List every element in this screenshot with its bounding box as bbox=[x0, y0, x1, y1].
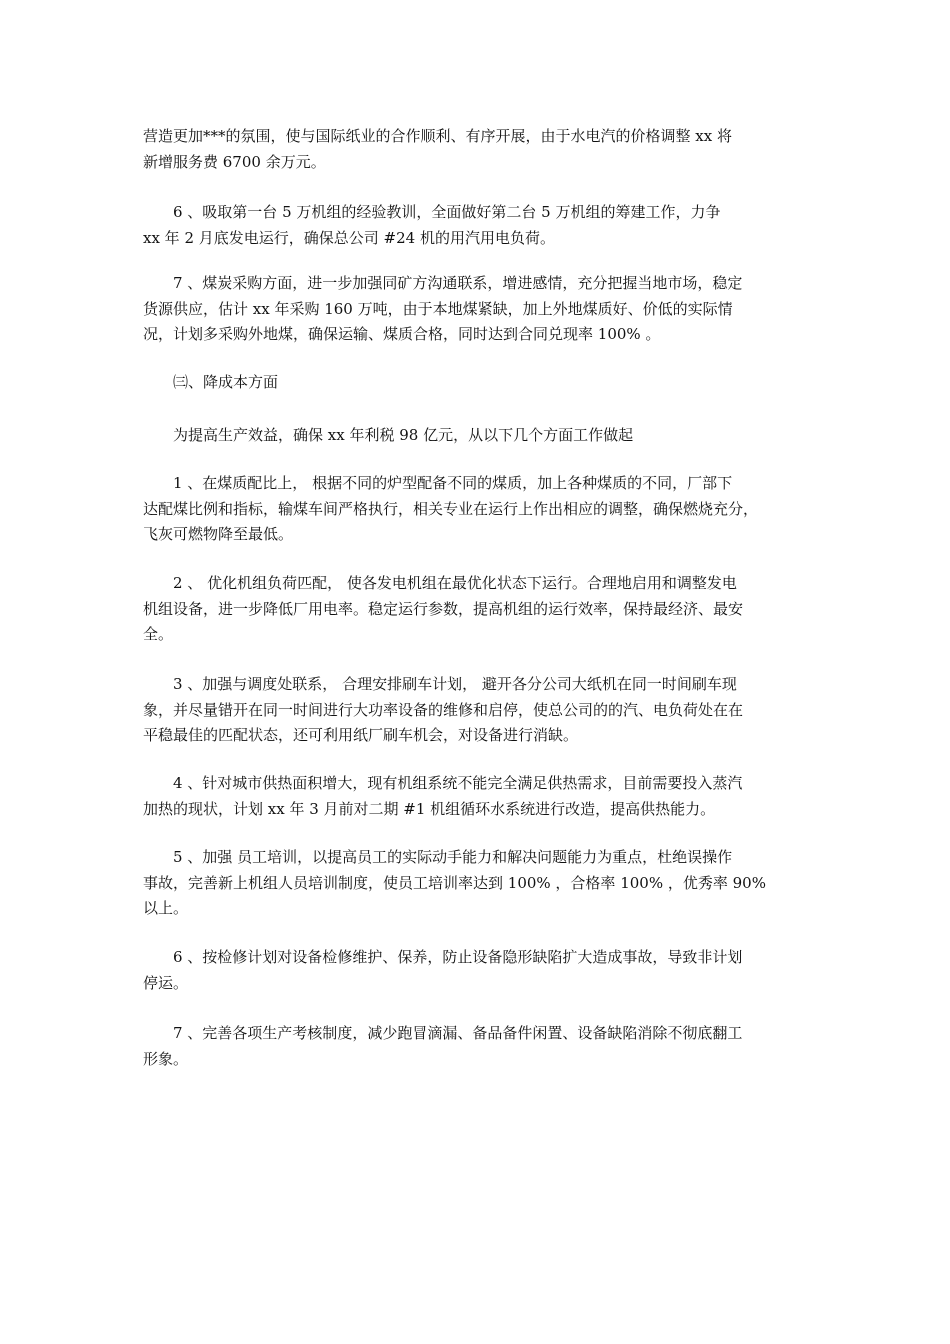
text-line: 6 、吸取第一台 5 万机组的经验教训，全面做好第二台 5 万机组的筹建工作，力争 bbox=[173, 203, 721, 221]
text-line: 停运。 bbox=[143, 973, 189, 992]
text-line: 6 、按检修计划对设备检修维护、保养，防止设备隐形缺陷扩大造成事故，导致非计划 bbox=[173, 948, 743, 966]
paragraph-item-7-coal bbox=[143, 271, 815, 348]
paragraph-item-6-capacity bbox=[143, 200, 815, 251]
text-line: 达配煤比例和指标，输煤车间严格执行，相关专业在运行上作出相应的调整，确保燃烧充分， bbox=[143, 499, 759, 518]
text-line: 4 、针对城市供热面积增大，现有机组系统不能完全满足供热需求，目前需要投入蒸汽 bbox=[173, 774, 743, 792]
text-line: 形象。 bbox=[143, 1049, 189, 1068]
paragraph-item-7-assessment bbox=[143, 1021, 815, 1072]
text-line: 3 、加强与调度处联系， 合理安排刷车计划， 避开各分公司大纸机在同一时间刷车现 bbox=[173, 675, 737, 693]
text-line: 象，并尽量错开在同一时间进行大功率设备的维修和启停，使总公司的的汽、电负荷处在在 bbox=[143, 700, 744, 719]
text-line: 货源供应，估计 xx 年采购 160 万吨，由于本地煤紧缺，加上外地煤质好、价低的实际情 bbox=[143, 299, 733, 318]
text-line: 2 、 优化机组负荷匹配， 使各发电机组在最优化状态下运行。合理地启用和调整发电 bbox=[173, 574, 737, 592]
text-line: 为提高生产效益，确保 xx 年利税 98 亿元，从以下几个方面工作做起 bbox=[173, 426, 634, 444]
section-heading: ㈢、降成本方面 bbox=[173, 373, 279, 391]
text-line: 7 、煤炭采购方面，进一步加强同矿方沟通联系，增进感情，充分把握当地市场，稳定 bbox=[173, 274, 743, 292]
paragraph-item-6-maintenance bbox=[143, 945, 815, 996]
paragraph-item-2-load-matching bbox=[143, 571, 815, 648]
text-line: xx 年 2 月底发电运行，确保总公司 #24 机的用汽用电负荷。 bbox=[143, 228, 555, 247]
paragraph-item-1-coal-blend bbox=[143, 471, 815, 548]
paragraph-item-4-heating bbox=[143, 771, 815, 822]
text-line: 5 、加强 员工培训，以提高员工的实际动手能力和解决问题能力为重点，杜绝误操作 bbox=[173, 848, 733, 866]
text-line: 新增服务费 6700 余万元。 bbox=[143, 152, 326, 171]
text-line: 以上。 bbox=[143, 899, 189, 917]
text-line: 事故，完善新上机组人员培训制度，使员工培训率达到 100% ，合格率 100% ，优秀率 90% bbox=[143, 873, 766, 892]
text-line: 飞灰可燃物降至最低。 bbox=[143, 525, 294, 543]
paragraph-item-5-training bbox=[143, 845, 815, 922]
text-line: 全。 bbox=[143, 625, 174, 643]
paragraph-section-intro bbox=[143, 423, 815, 449]
text-line: 加热的现状，计划 xx 年 3 月前对二期 #1 机组循环水系统进行改造，提高供热能力。 bbox=[143, 799, 716, 818]
text-line: 况，计划多采购外地煤，确保运输、煤质合格，同时达到合同兑现率 100% 。 bbox=[143, 325, 661, 343]
text-line: 1 、在煤质配比上， 根据不同的炉型配备不同的煤质，加上各种煤质的不同，厂部下 bbox=[173, 474, 733, 492]
paragraph-item-3-dispatch bbox=[143, 672, 815, 749]
text-line: 机组设备，进一步降低厂用电率。稳定运行参数，提高机组的运行效率，保持最经济、最安 bbox=[143, 599, 744, 618]
paragraph-continuation bbox=[143, 124, 815, 175]
text-line: 平稳最佳的匹配状态，还可利用纸厂刷车机会，对设备进行消缺。 bbox=[143, 726, 579, 744]
section-heading-cost-reduction bbox=[143, 370, 815, 396]
text-line: 营造更加***的氛围，使与国际纸业的合作顺利、有序开展，由于水电汽的价格调整 xx 将 bbox=[143, 127, 732, 145]
text-line: 7 、完善各项生产考核制度，减少跑冒滴漏、备品备件闲置、设备缺陷消除不彻底翻工 bbox=[173, 1024, 743, 1042]
